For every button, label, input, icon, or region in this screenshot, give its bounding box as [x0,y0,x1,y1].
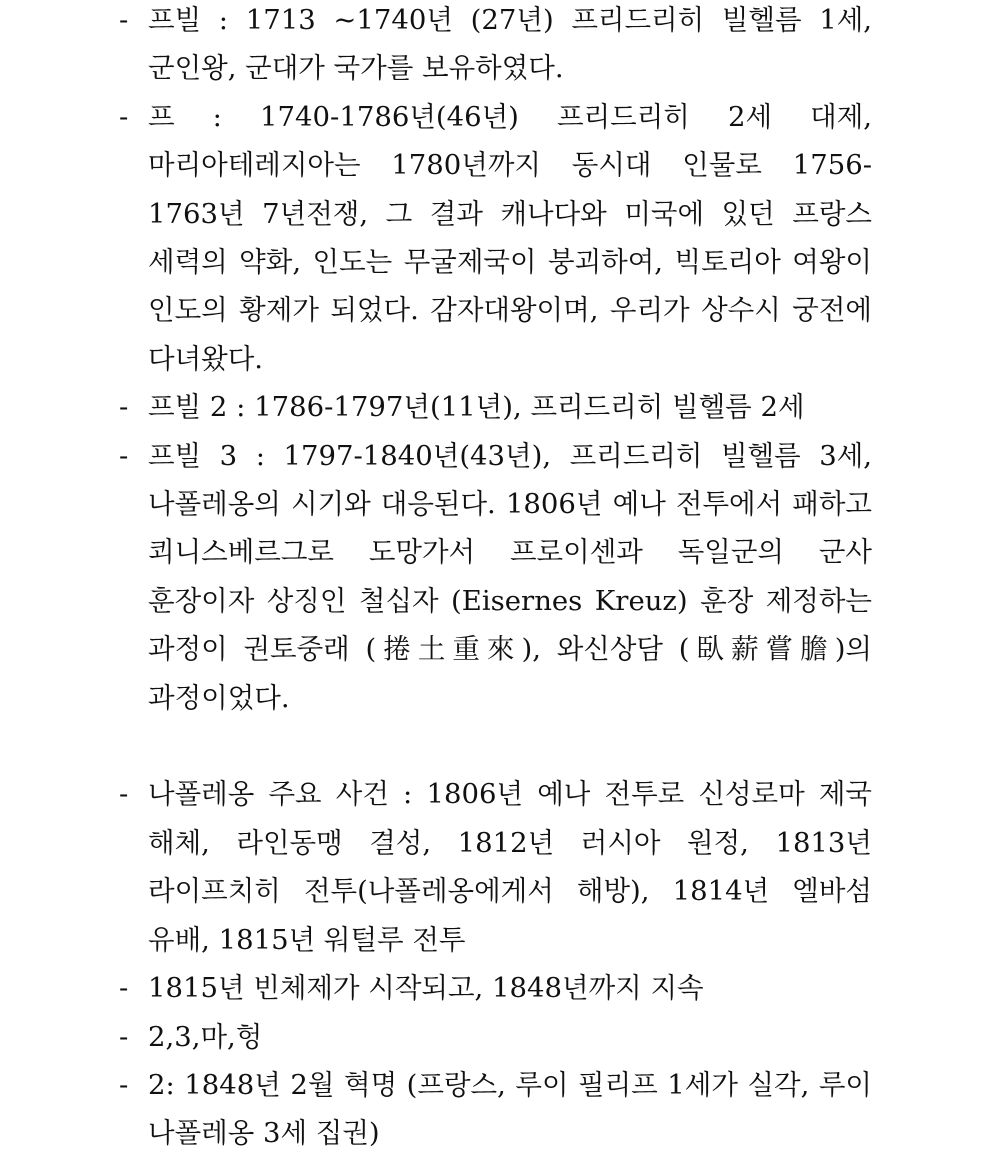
list-item-text: 나폴레옹 주요 사건 : 1806년 예나 전투로 신성로마 제국 해체, 라인동맹 결성, 1812년 러시아 원정, 1813년 라이프치히 전투(나폴레옹에게서 해방), 1814년 엘바섬 유배, 1815년 워털루 전투 [148,778,872,956]
list-item-friedrich-wilhelm-1 [0,0,872,93]
bullet-dash: - [119,391,129,424]
list-item-abbreviations [0,1013,872,1061]
bullet-dash: - [119,1068,129,1101]
bullet-dash: - [119,100,129,133]
list-item-text: 프빌 3 : 1797-1840년(43년), 프리드리히 빌헬름 3세, 나폴레옹의 시기와 대응된다. 1806년 예나 전투에서 패하고 쾨니스베르그로 도망가서 프로이센과 독일군의 군사 훈장이자 상징인 철십자 (Eisernes Kreuz) 훈장 제정하는 과정이 권토중래 (捲土重來), 와신상담 (臥薪嘗膽)의 과정이었다. [148,439,872,714]
blank-line [0,722,992,770]
bullet-dash: - [119,439,129,472]
list-item-friedrich-2 [0,93,872,383]
bullet-dash: - [119,1020,129,1053]
list-item-vienna-system [0,964,872,1012]
list-item-text: 2,3,마,헝 [148,1020,263,1053]
list-item-february-revolution [0,1061,872,1158]
list-item-napoleon-events [0,770,872,964]
bullet-dash: - [119,778,129,811]
list-item-text: 프빌 : 1713 ~1740년 (27년) 프리드리히 빌헬름 1세, 군인왕, 군대가 국가를 보유하였다. [148,4,872,85]
list-item-text: 프빌 2 : 1786-1797년(11년), 프리드리히 빌헬름 2세 [148,391,805,424]
list-item-text: 프 : 1740-1786년(46년) 프리드리히 2세 대제, 마리아테레지아는 1780년까지 동시대 인물로 1756-1763년 7년전쟁, 그 결과 캐나다와 미국에 있던 프랑스 세력의 약화, 인도는 무굴제국이 붕괴하여, 빅토리아 여왕이 인도의 황제가 되었다. 감자대왕이며, 우리가 상수시 궁전에 다녀왔다. [148,100,872,375]
bullet-dash: - [119,972,129,1005]
list-item-text: 2: 1848년 2월 혁명 (프랑스, 루이 필리프 1세가 실각, 루이 나폴레옹 3세 집권) [148,1068,872,1150]
bullet-dash: - [119,4,129,36]
list-item-friedrich-wilhelm-3 [0,432,872,722]
list-item-friedrich-wilhelm-2 [0,383,872,431]
list-item-text: 1815년 빈체제가 시작되고, 1848년까지 지속 [148,972,704,1005]
